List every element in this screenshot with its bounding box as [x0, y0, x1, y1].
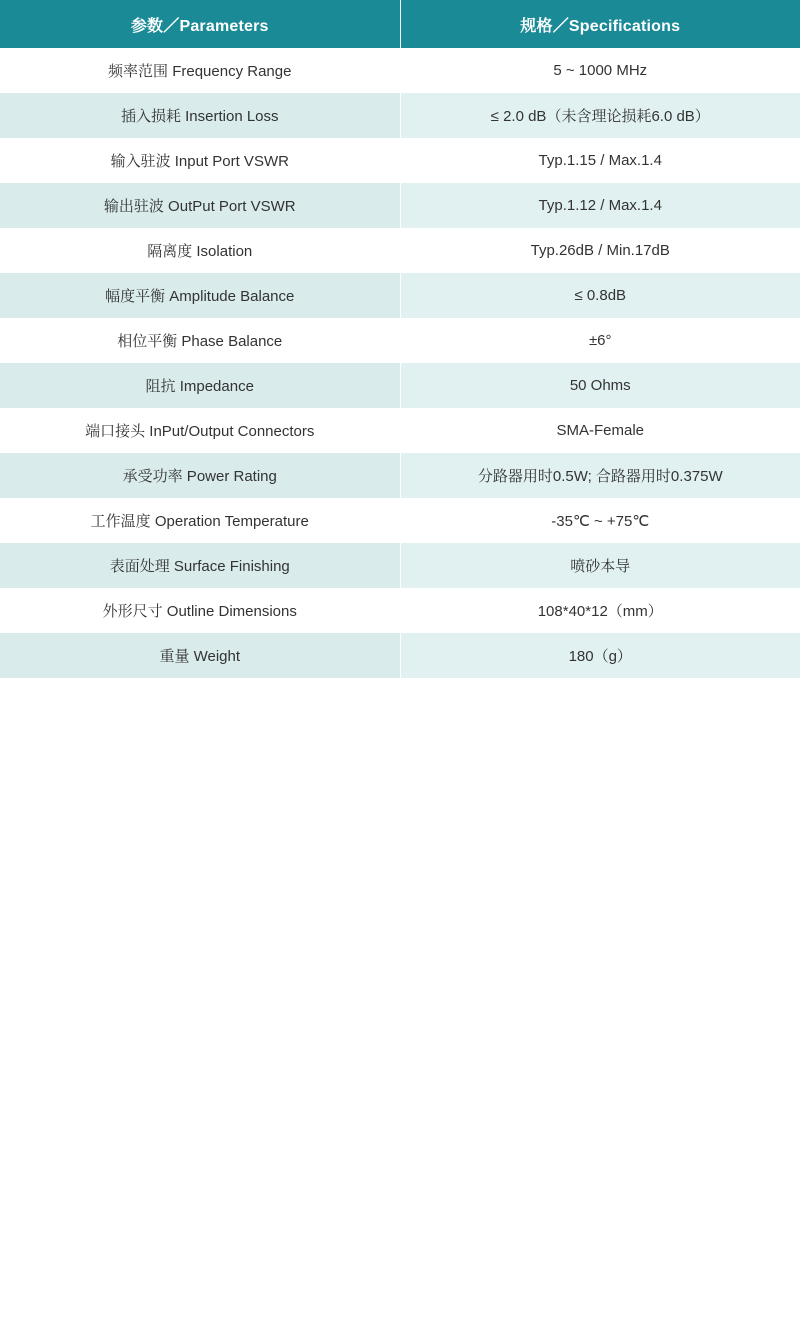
- cell-specification: 5 ~ 1000 MHz: [400, 48, 800, 93]
- cell-parameter: 插入损耗 Insertion Loss: [0, 93, 400, 138]
- table-header-row: [0, 0, 800, 48]
- table-row: [0, 363, 800, 408]
- cell-specification: 180（g）: [400, 633, 800, 678]
- table-row: [0, 93, 800, 138]
- cell-specification: SMA-Female: [400, 408, 800, 453]
- cell-specification: Typ.26dB / Min.17dB: [400, 228, 800, 273]
- header-specifications: 规格／Specifications: [400, 0, 800, 48]
- cell-specification: 分路器用时0.5W; 合路器用时0.375W: [400, 453, 800, 498]
- cell-parameter: 外形尺寸 Outline Dimensions: [0, 588, 400, 633]
- cell-parameter: 工作温度 Operation Temperature: [0, 498, 400, 543]
- cell-specification: Typ.1.15 / Max.1.4: [400, 138, 800, 183]
- table-row: [0, 183, 800, 228]
- cell-specification: 50 Ohms: [400, 363, 800, 408]
- cell-parameter: 重量 Weight: [0, 633, 400, 678]
- table-row: [0, 633, 800, 678]
- cell-specification: Typ.1.12 / Max.1.4: [400, 183, 800, 228]
- table-row: [0, 273, 800, 318]
- cell-specification: ≤ 0.8dB: [400, 273, 800, 318]
- cell-parameter: 相位平衡 Phase Balance: [0, 318, 400, 363]
- table-row: [0, 318, 800, 363]
- cell-specification: 108*40*12（mm）: [400, 588, 800, 633]
- table-body: [0, 48, 800, 678]
- cell-parameter: 表面处理 Surface Finishing: [0, 543, 400, 588]
- cell-specification: -35℃ ~ +75℃: [400, 498, 800, 543]
- table-header: [0, 0, 800, 48]
- cell-parameter: 输入驻波 Input Port VSWR: [0, 138, 400, 183]
- cell-specification: 喷砂本导: [400, 543, 800, 588]
- table-row: [0, 453, 800, 498]
- cell-parameter: 幅度平衡 Amplitude Balance: [0, 273, 400, 318]
- header-parameters: 参数／Parameters: [0, 0, 400, 48]
- table-row: [0, 588, 800, 633]
- table-row: [0, 228, 800, 273]
- cell-parameter: 阻抗 Impedance: [0, 363, 400, 408]
- cell-specification: ≤ 2.0 dB（未含理论损耗6.0 dB）: [400, 93, 800, 138]
- table-row: [0, 48, 800, 93]
- cell-parameter: 承受功率 Power Rating: [0, 453, 400, 498]
- cell-specification: ±6°: [400, 318, 800, 363]
- cell-parameter: 隔离度 Isolation: [0, 228, 400, 273]
- table-row: [0, 543, 800, 588]
- cell-parameter: 端口接头 InPut/Output Connectors: [0, 408, 400, 453]
- cell-parameter: 输出驻波 OutPut Port VSWR: [0, 183, 400, 228]
- cell-parameter: 频率范围 Frequency Range: [0, 48, 400, 93]
- table-row: [0, 498, 800, 543]
- table-row: [0, 138, 800, 183]
- table-row: [0, 408, 800, 453]
